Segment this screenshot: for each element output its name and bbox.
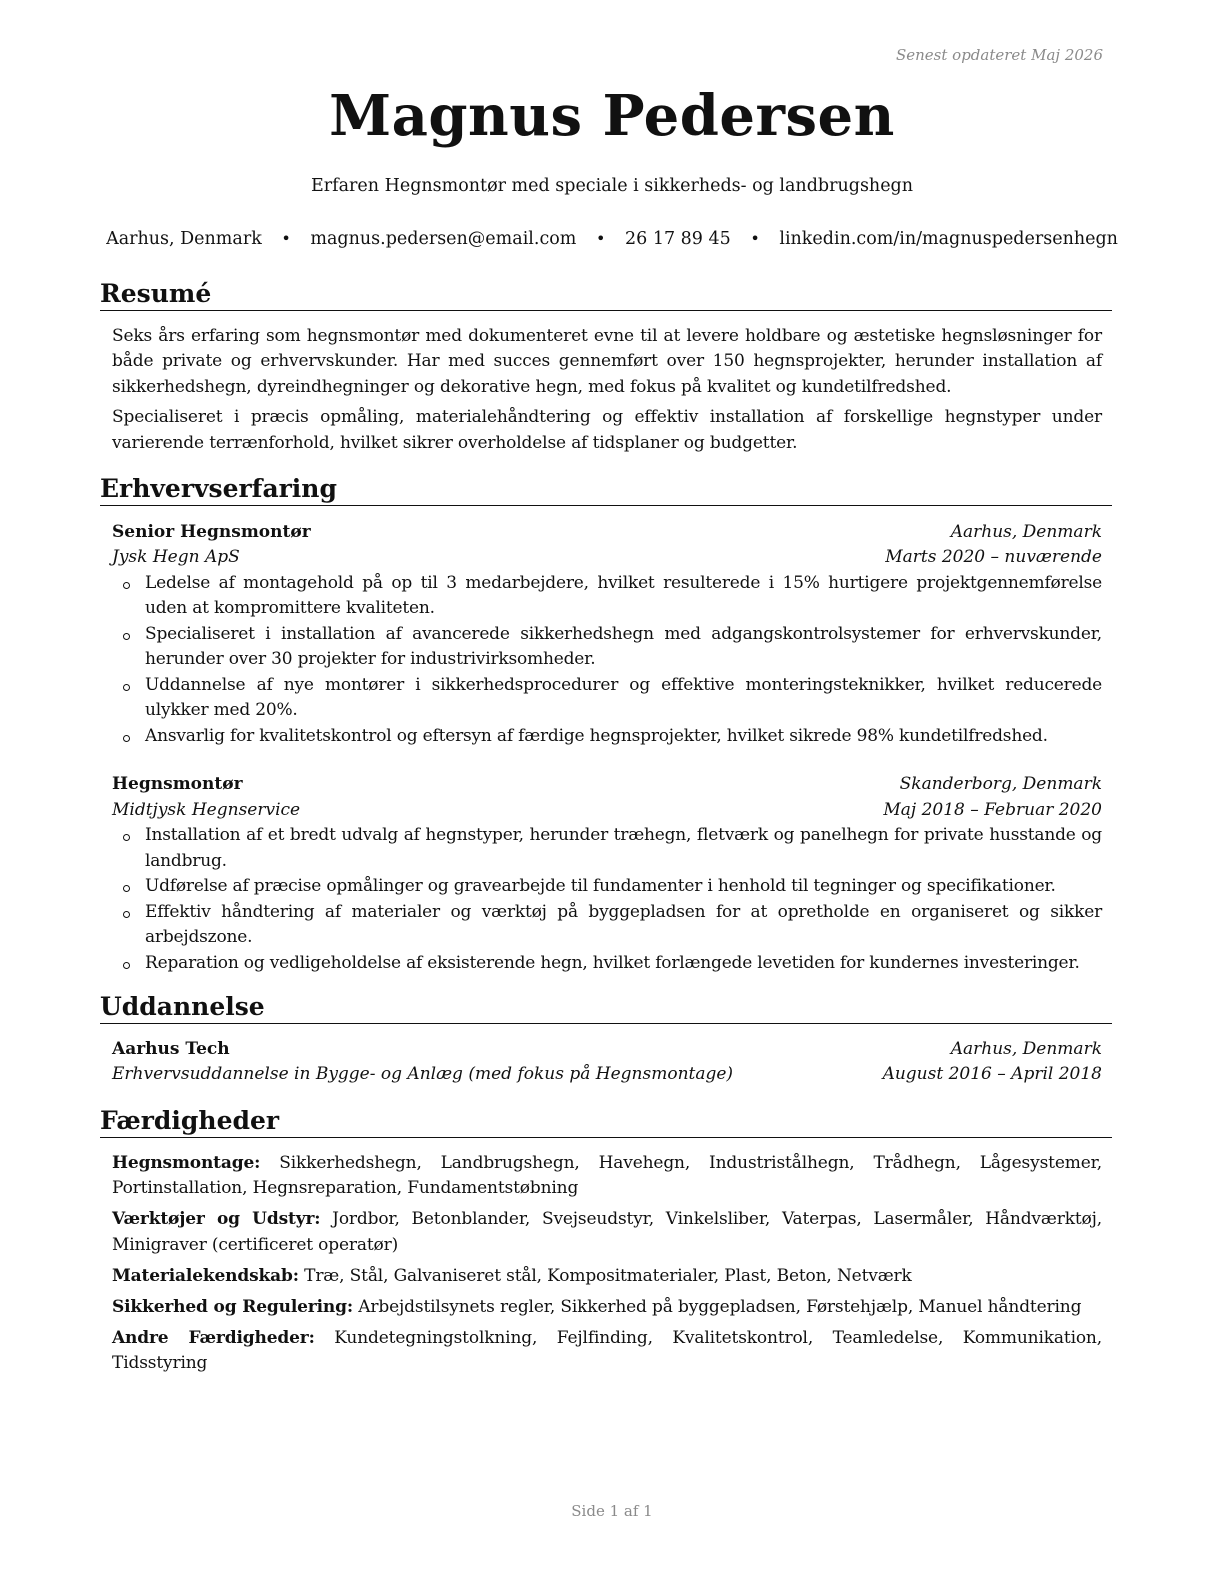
skill-line (112, 1207, 1102, 1258)
job-entry (112, 772, 1102, 976)
summary-paragraph: Seks års erfaring som hegnsmontør med dokumenteret evne til at levere holdbare og æstetiske hegnsløsninger for både private og erhvervskunder. Har med succes gennemført over 150 hegnsprojekter, herunder installation af sikkerhedshegn, dyreindhegninger og dekorative hegn, med fokus på kvalitet og kundetilfredshed. (112, 325, 1102, 397)
job-dates: Maj 2018 – Februar 2020 (883, 799, 1102, 820)
education-section (100, 993, 1112, 1088)
contact-location: Aarhus, Denmark (106, 229, 262, 249)
list-item: Specialiseret i installation af avancerede sikkerhedshegn med adgangskontrolsystemer for erhvervskunder, herunder over 30 projekter for industrivirksomheder. (112, 622, 1102, 673)
skill-text: Arbejdstilsynets regler, Sikkerhed på byggepladsen, Førstehjælp, Manuel håndtering (358, 1296, 1082, 1317)
job-entry (112, 520, 1102, 750)
section-title-experience: Erhvervserfaring (100, 475, 1112, 506)
education-dates: August 2016 – April 2018 (882, 1064, 1102, 1084)
skills-section (100, 1107, 1112, 1377)
job-title: Senior Hegnsmontør (112, 521, 311, 542)
job-subheader-row (112, 798, 1102, 824)
job-header-row (112, 772, 1102, 798)
contact-email-link[interactable]: magnus.pedersen@email.com (310, 229, 577, 249)
skill-text: Sikkerhedshegn, Landbrugshegn, Havehegn, Industristålhegn, Trådhegn, Lågesystemer, Portinstallation, Hegnsreparation, Fundamentstøbning (112, 1152, 1102, 1198)
job-header-row (112, 520, 1102, 546)
contact-linkedin-link[interactable]: linkedin.com/in/magnuspedersenhegn (779, 229, 1118, 249)
job-bullets (112, 571, 1102, 750)
education-subheader-row (112, 1062, 1102, 1088)
skill-label: Sikkerhed og Regulering: (112, 1296, 353, 1317)
section-title-summary: Resumé (100, 280, 1112, 311)
last-updated: Senest opdateret Maj 2026 (895, 46, 1103, 64)
list-item: Udførelse af præcise opmålinger og gravearbejde til fundamenter i henhold til tegninger og specifikationer. (112, 874, 1102, 900)
school-location: Aarhus, Denmark (950, 1038, 1102, 1059)
skill-text: Jordbor, Betonblander, Svejseudstyr, Vinkelsliber, Vaterpas, Lasermåler, Håndværktøj, Minigraver (certificeret operatør) (112, 1209, 1102, 1255)
candidate-name: Magnus Pedersen (329, 83, 895, 149)
summary-paragraph: Specialiseret i præcis opmåling, materialehåndtering og effektiv installation af forskellige hegnstyper under varierende terrænforhold, hvilket sikrer overholdelse af tidsplaner og budgetter. (112, 407, 1102, 453)
job-dates: Marts 2020 – nuværende (885, 547, 1102, 567)
job-location: Skanderborg, Denmark (899, 774, 1102, 794)
skill-line (112, 1264, 1102, 1290)
job-subheader-row (112, 545, 1102, 571)
list-item: Reparation og vedligeholdelse af eksisterende hegn, hvilket forlængede levetiden for kundernes investeringer. (112, 951, 1102, 977)
job-location: Aarhus, Denmark (950, 521, 1102, 542)
job-title: Hegnsmontør (112, 774, 243, 794)
section-title-skills: Færdigheder (100, 1107, 1112, 1138)
list-item: Ansvarlig for kvalitetskontrol og eftersyn af færdige hegnsprojekter, hvilket sikrede 98% kundetilfredshed. (112, 724, 1102, 750)
separator-dot: • (281, 229, 291, 248)
education-body (100, 1024, 1112, 1088)
list-item: Installation af et bredt udvalg af hegnstyper, herunder træhegn, fletværk og panelhegn for private husstande og landbrug. (112, 823, 1102, 874)
skill-text: Kundetegningstolkning, Fejlfinding, Kvalitetskontrol, Teamledelse, Kommunikation, Tidsstyring (112, 1327, 1102, 1373)
summary-body (100, 311, 1112, 457)
contact-phone: 26 17 89 45 (624, 229, 731, 249)
education-header-row (112, 1037, 1102, 1063)
separator-dot: • (750, 229, 760, 248)
experience-body (100, 520, 1112, 977)
degree: Erhvervsuddannelse in Bygge- og Anlæg (med fokus på Hegnsmontage) (112, 1064, 734, 1084)
job-bullets (112, 823, 1102, 976)
summary-section (100, 280, 1112, 456)
page-number: Side 1 af 1 (571, 1502, 653, 1520)
skill-label: Værktøjer og Udstyr: (112, 1209, 321, 1229)
experience-section (100, 475, 1112, 976)
school-name: Aarhus Tech (112, 1038, 230, 1059)
job-company: Midtjysk Hegnservice (112, 799, 301, 820)
section-title-education: Uddannelse (100, 993, 1112, 1024)
job-company: Jysk Hegn ApS (112, 547, 240, 567)
skill-label: Materialekendskab: (112, 1265, 299, 1286)
skills-body (100, 1138, 1112, 1377)
list-item: Ledelse af montagehold på op til 3 medarbejdere, hvilket resulterede i 15% hurtigere projektgennemførelse uden at kompromittere kvaliteten. (112, 571, 1102, 622)
contact-line (0, 229, 1224, 249)
tagline: Erfaren Hegnsmontør med speciale i sikkerheds- og landbrugshegn (310, 176, 914, 196)
skill-label: Andre Færdigheder: (112, 1327, 315, 1348)
list-item: Uddannelse af nye montører i sikkerhedsprocedurer og effektive monteringsteknikker, hvilket reducerede ulykker med 20%. (112, 673, 1102, 724)
skill-text: Træ, Stål, Galvaniseret stål, Kompositmaterialer, Plast, Beton, Netværk (304, 1265, 912, 1286)
separator-dot: • (595, 229, 606, 248)
skill-line (112, 1295, 1102, 1321)
skill-label: Hegnsmontage: (112, 1152, 261, 1173)
list-item: Effektiv håndtering af materialer og værktøj på byggepladsen for at opretholde en organiseret og sikker arbejdszone. (112, 900, 1102, 951)
skill-line (112, 1151, 1102, 1202)
skill-line (112, 1326, 1102, 1377)
